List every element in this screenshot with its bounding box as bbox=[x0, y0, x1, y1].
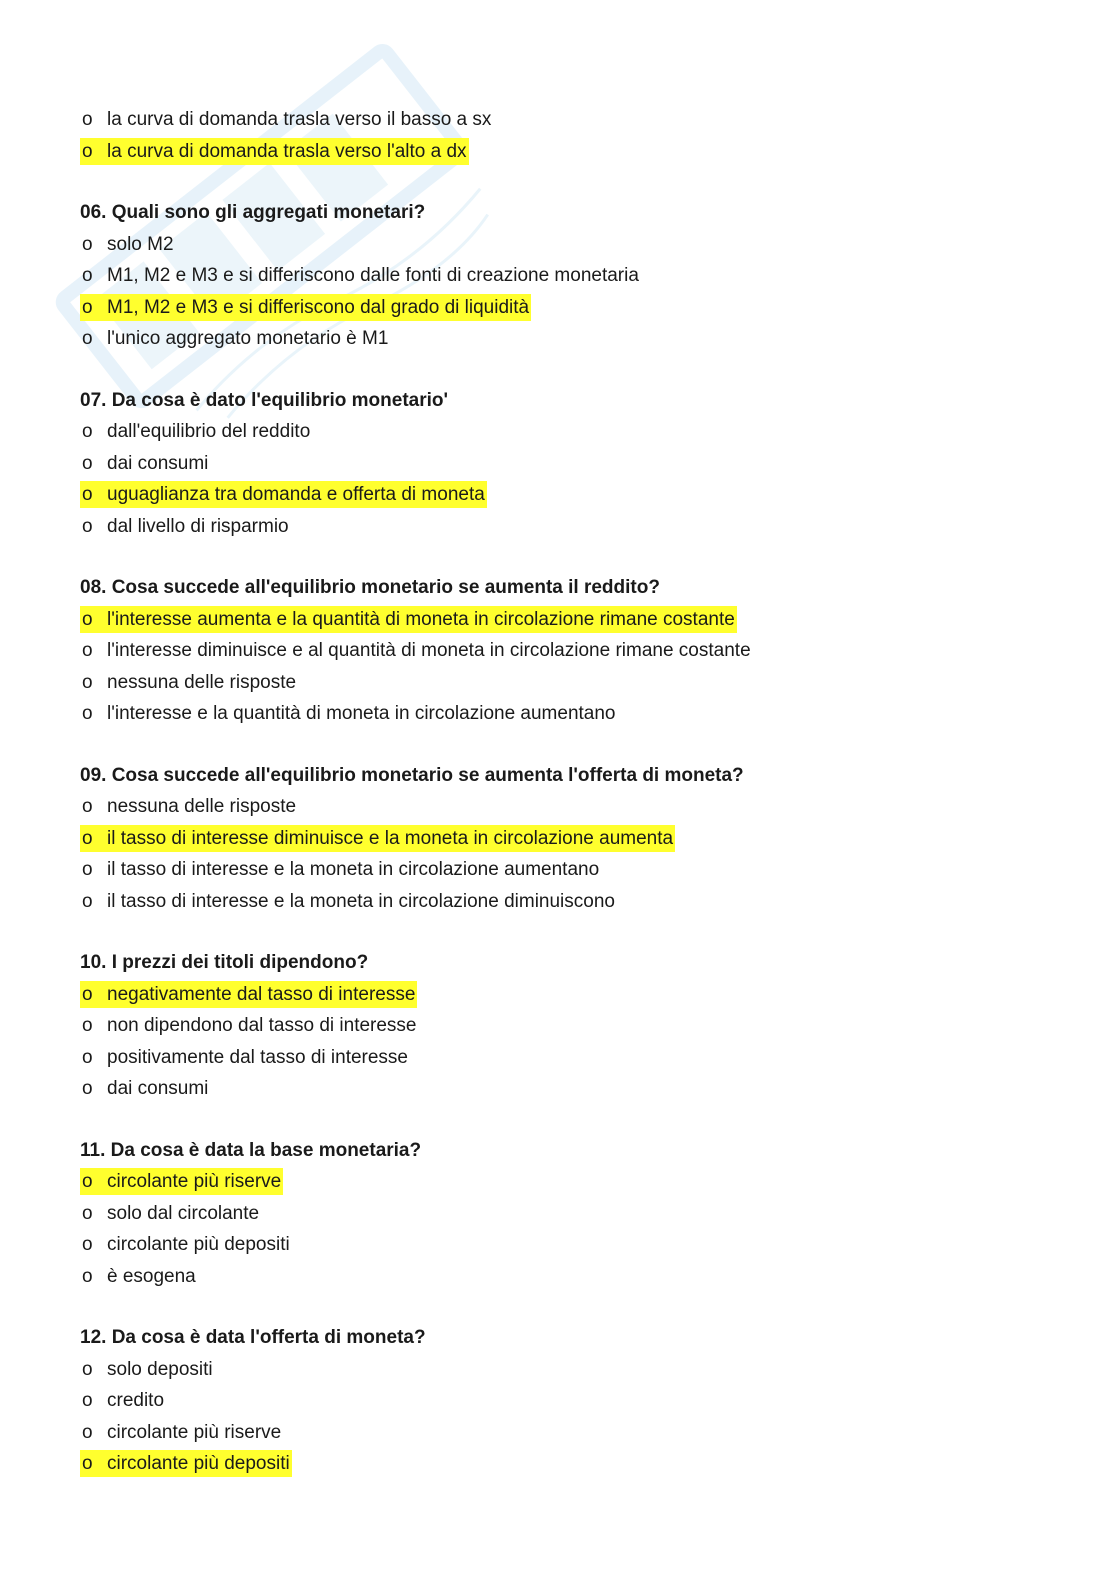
answer-highlight bbox=[80, 1168, 283, 1195]
question-block bbox=[80, 1322, 980, 1480]
option-text: nessuna delle risposte bbox=[107, 796, 297, 817]
question-title: 06. Quali sono gli aggregati monetari? bbox=[80, 202, 426, 223]
bullet-circle-icon: o bbox=[82, 1453, 93, 1475]
bullet-circle-icon: o bbox=[82, 671, 93, 693]
bullet-circle-icon: o bbox=[82, 1078, 93, 1099]
answer-highlight bbox=[80, 481, 487, 508]
option-text: è esogena bbox=[107, 1265, 196, 1287]
option-text: dall'equilibrio del reddito bbox=[107, 421, 311, 442]
answer-option bbox=[80, 260, 980, 292]
bullet-circle-icon: o bbox=[82, 328, 93, 349]
answer-option bbox=[80, 323, 980, 355]
bullet-circle-icon: o bbox=[82, 640, 93, 661]
option-text: solo depositi bbox=[107, 1358, 213, 1380]
bullet-circle-icon: o bbox=[82, 421, 93, 442]
answer-option bbox=[80, 791, 980, 823]
answer-highlight bbox=[80, 981, 417, 1008]
option-text: la curva di domanda trasla verso il basso a sx bbox=[107, 109, 492, 130]
option-text: M1, M2 e M3 e si differiscono dalle fonti di creazione monetaria bbox=[107, 265, 639, 286]
bullet-circle-icon: o bbox=[82, 1358, 93, 1380]
answer-highlight bbox=[80, 294, 531, 321]
bullet-circle-icon: o bbox=[82, 608, 93, 630]
bullet-circle-icon: o bbox=[82, 233, 93, 255]
answer-option bbox=[80, 667, 980, 699]
answer-option bbox=[80, 511, 980, 543]
option-text: l'interesse e la quantità di moneta in circolazione aumentano bbox=[107, 703, 616, 724]
bullet-circle-icon: o bbox=[82, 1171, 93, 1193]
question-block bbox=[80, 947, 980, 1105]
answer-option bbox=[80, 416, 980, 448]
option-text: dai consumi bbox=[107, 1078, 209, 1099]
option-text: non dipendono dal tasso di interesse bbox=[107, 1015, 417, 1036]
question-title: 10. I prezzi dei titoli dipendono? bbox=[80, 952, 369, 973]
answer-option bbox=[80, 104, 980, 136]
bullet-circle-icon: o bbox=[82, 140, 93, 162]
question-block bbox=[80, 1135, 980, 1293]
option-text: negativamente dal tasso di interesse bbox=[107, 983, 416, 1005]
answer-option bbox=[80, 229, 980, 261]
option-text: l'unico aggregato monetario è M1 bbox=[107, 328, 389, 349]
answer-option bbox=[80, 1042, 980, 1074]
question-block bbox=[80, 572, 980, 730]
bullet-circle-icon: o bbox=[82, 703, 93, 724]
bullet-circle-icon: o bbox=[82, 1046, 93, 1068]
correct-answer-option bbox=[80, 823, 980, 855]
correct-answer-option bbox=[80, 979, 980, 1011]
option-text: nessuna delle risposte bbox=[107, 671, 297, 693]
option-text: il tasso di interesse e la moneta in circolazione aumentano bbox=[107, 859, 600, 880]
option-text: l'interesse aumenta e la quantità di moneta in circolazione rimane costante bbox=[107, 608, 735, 630]
correct-answer-option bbox=[80, 1448, 980, 1480]
answer-option bbox=[80, 448, 980, 480]
option-text: solo dal circolante bbox=[107, 1202, 260, 1224]
answer-option bbox=[80, 1198, 980, 1230]
answer-option bbox=[80, 635, 980, 667]
answer-option bbox=[80, 1385, 980, 1417]
answer-highlight bbox=[80, 1450, 292, 1477]
answer-highlight bbox=[80, 606, 737, 633]
question-title: 12. Da cosa è data l'offerta di moneta? bbox=[80, 1327, 426, 1348]
correct-answer-option bbox=[80, 604, 980, 636]
option-text: credito bbox=[107, 1390, 165, 1411]
bullet-circle-icon: o bbox=[82, 1390, 93, 1411]
option-text: uguaglianza tra domanda e offerta di moneta bbox=[107, 484, 485, 506]
correct-answer-option bbox=[80, 136, 980, 168]
option-text: il tasso di interesse diminuisce e la moneta in circolazione aumenta bbox=[107, 827, 674, 849]
question-title: 09. Cosa succede all'equilibrio monetario se aumenta l'offerta di moneta? bbox=[80, 764, 744, 786]
option-text: M1, M2 e M3 e si differiscono dal grado di liquidità bbox=[107, 296, 530, 318]
answer-option bbox=[80, 854, 980, 886]
answer-option bbox=[80, 1261, 980, 1293]
question-title: 11. Da cosa è data la base monetaria? bbox=[80, 1139, 422, 1161]
bullet-circle-icon: o bbox=[82, 983, 93, 1005]
answer-highlight bbox=[80, 825, 675, 852]
option-text: circolante più depositi bbox=[107, 1453, 290, 1475]
answer-option bbox=[80, 698, 980, 730]
question-block bbox=[80, 385, 980, 543]
bullet-circle-icon: o bbox=[82, 827, 93, 849]
bullet-circle-icon: o bbox=[82, 452, 93, 474]
question-title: 08. Cosa succede all'equilibrio monetario se aumenta il reddito? bbox=[80, 577, 660, 598]
bullet-circle-icon: o bbox=[82, 1015, 93, 1036]
correct-answer-option bbox=[80, 479, 980, 511]
bullet-circle-icon: o bbox=[82, 1265, 93, 1287]
option-text: la curva di domanda trasla verso l'alto a dx bbox=[107, 140, 467, 162]
bullet-circle-icon: o bbox=[82, 296, 93, 318]
question-title: 07. Da cosa è dato l'equilibrio monetario' bbox=[80, 389, 449, 411]
option-text: positivamente dal tasso di interesse bbox=[107, 1046, 408, 1068]
answer-option bbox=[80, 1417, 980, 1449]
bullet-circle-icon: o bbox=[82, 859, 93, 880]
correct-answer-option bbox=[80, 292, 980, 324]
bullet-circle-icon: o bbox=[82, 796, 93, 817]
option-text: l'interesse diminuisce e al quantità di moneta in circolazione rimane costante bbox=[107, 640, 751, 661]
option-text: circolante più riserve bbox=[107, 1171, 282, 1193]
option-text: il tasso di interesse e la moneta in circolazione diminuiscono bbox=[107, 890, 615, 912]
bullet-circle-icon: o bbox=[82, 484, 93, 506]
bullet-circle-icon: o bbox=[82, 1421, 93, 1443]
answer-option bbox=[80, 1073, 980, 1105]
option-text: solo M2 bbox=[107, 233, 174, 255]
option-text: circolante più riserve bbox=[107, 1421, 282, 1443]
quiz-page bbox=[80, 104, 980, 1480]
option-text: circolante più depositi bbox=[107, 1234, 290, 1255]
answer-option bbox=[80, 1010, 980, 1042]
bullet-circle-icon: o bbox=[82, 515, 93, 537]
question-block bbox=[80, 197, 980, 355]
answer-option bbox=[80, 1354, 980, 1386]
question-block bbox=[80, 760, 980, 918]
answer-option bbox=[80, 886, 980, 918]
bullet-circle-icon: o bbox=[82, 1202, 93, 1224]
option-text: dal livello di risparmio bbox=[107, 515, 289, 537]
bullet-circle-icon: o bbox=[82, 1234, 93, 1255]
bullet-circle-icon: o bbox=[82, 265, 93, 286]
option-text: dai consumi bbox=[107, 452, 209, 474]
answer-highlight bbox=[80, 138, 469, 165]
correct-answer-option bbox=[80, 1166, 980, 1198]
bullet-circle-icon: o bbox=[82, 890, 93, 912]
bullet-circle-icon: o bbox=[82, 109, 93, 130]
answer-option bbox=[80, 1229, 980, 1261]
